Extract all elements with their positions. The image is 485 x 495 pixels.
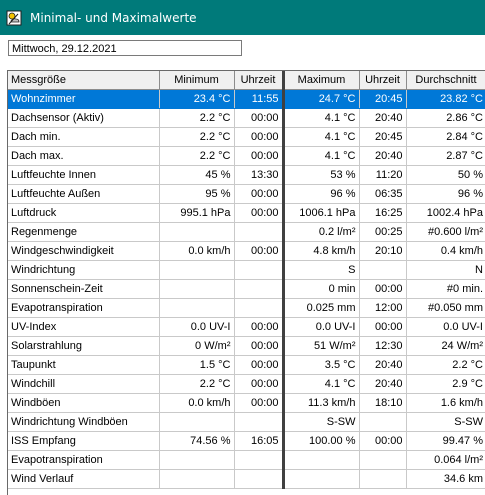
cell-max-time xyxy=(359,451,406,470)
cell-minimum xyxy=(159,299,234,318)
cell-min-time: 00:00 xyxy=(234,147,283,166)
cell-max-time: 20:40 xyxy=(359,147,406,166)
cell-max-time: 11:20 xyxy=(359,166,406,185)
cell-average: 2.87 °C xyxy=(406,147,485,166)
cell-minimum: 0.0 km/h xyxy=(159,394,234,413)
cell-minimum: 2.2 °C xyxy=(159,109,234,128)
cell-min-time: 00:00 xyxy=(234,356,283,375)
table-row[interactable] xyxy=(8,223,485,242)
cell-measure: Windchill xyxy=(8,375,159,394)
cell-average: #0 min. xyxy=(406,280,485,299)
cell-min-time: 00:00 xyxy=(234,185,283,204)
cell-min-time xyxy=(234,413,283,432)
cell-measure: Taupunkt xyxy=(8,356,159,375)
window-title: Minimal- und Maximalwerte xyxy=(30,10,197,25)
cell-average: 2.9 °C xyxy=(406,375,485,394)
table-header-row xyxy=(8,71,485,90)
cell-average: 2.86 °C xyxy=(406,109,485,128)
cell-max-time: 20:10 xyxy=(359,242,406,261)
cell-max-time: 20:45 xyxy=(359,90,406,109)
cell-min-time xyxy=(234,280,283,299)
table-row[interactable] xyxy=(8,451,485,470)
cell-min-time: 11:55 xyxy=(234,90,283,109)
cell-measure: Dachsensor (Aktiv) xyxy=(8,109,159,128)
cell-max-time: 16:25 xyxy=(359,204,406,223)
cell-max-time: 12:30 xyxy=(359,337,406,356)
cell-min-time xyxy=(234,261,283,280)
table-row[interactable] xyxy=(8,166,485,185)
cell-minimum: 45 % xyxy=(159,166,234,185)
cell-maximum: 4.1 °C xyxy=(283,109,359,128)
cell-min-time: 00:00 xyxy=(234,318,283,337)
table-row[interactable] xyxy=(8,413,485,432)
cell-measure: ISS Empfang xyxy=(8,432,159,451)
cell-max-time: 00:25 xyxy=(359,223,406,242)
table-row[interactable] xyxy=(8,299,485,318)
cell-measure: Windrichtung xyxy=(8,261,159,280)
cell-min-time: 00:00 xyxy=(234,242,283,261)
cell-average: 34.6 km xyxy=(406,470,485,489)
min-max-table[interactable] xyxy=(7,70,485,495)
cell-max-time: 12:00 xyxy=(359,299,406,318)
table-row[interactable] xyxy=(8,128,485,147)
cell-minimum: 23.4 °C xyxy=(159,90,234,109)
cell-min-time: 13:30 xyxy=(234,166,283,185)
cell-measure: UV-Index xyxy=(8,318,159,337)
cell-min-time: 00:00 xyxy=(234,204,283,223)
weather-app-icon xyxy=(6,10,22,26)
cell-max-time: 20:40 xyxy=(359,375,406,394)
cell-measure: Dach max. xyxy=(8,147,159,166)
cell-measure: Windrichtung Windböen xyxy=(8,413,159,432)
cell-min-time xyxy=(234,223,283,242)
header-minimum[interactable]: Minimum xyxy=(159,71,234,90)
cell-measure: Sonnenschein-Zeit xyxy=(8,280,159,299)
cell-max-time: 00:00 xyxy=(359,318,406,337)
header-measure[interactable]: Messgröße xyxy=(8,71,159,90)
table-row[interactable] xyxy=(8,318,485,337)
cell-average: S-SW xyxy=(406,413,485,432)
cell-maximum: S-SW xyxy=(283,413,359,432)
cell-average: #0.050 mm xyxy=(406,299,485,318)
cell-average: 96 % xyxy=(406,185,485,204)
header-maximum[interactable]: Maximum xyxy=(283,71,359,90)
cell-maximum: S xyxy=(283,261,359,280)
table-row[interactable] xyxy=(8,261,485,280)
title-bar xyxy=(0,0,485,35)
cell-measure: Windgeschwindigkeit xyxy=(8,242,159,261)
cell-max-time xyxy=(359,470,406,489)
cell-max-time: 18:10 xyxy=(359,394,406,413)
cell-max-time: 20:40 xyxy=(359,356,406,375)
table-row[interactable] xyxy=(8,185,485,204)
cell-average: 1.6 km/h xyxy=(406,394,485,413)
cell-minimum: 995.1 hPa xyxy=(159,204,234,223)
cell-average: 1002.4 hPa xyxy=(406,204,485,223)
cell-measure: Wind Verlauf xyxy=(8,470,159,489)
cell-minimum: 0.0 UV-I xyxy=(159,318,234,337)
cell-minimum: 0 W/m² xyxy=(159,337,234,356)
header-average[interactable]: Durchschnitt xyxy=(406,71,485,90)
date-field[interactable]: Mittwoch, 29.12.2021 xyxy=(8,40,242,56)
cell-maximum: 100.00 % xyxy=(283,432,359,451)
cell-minimum: 95 % xyxy=(159,185,234,204)
cell-maximum xyxy=(283,470,359,489)
cell-max-time xyxy=(359,261,406,280)
cell-maximum: 0 min xyxy=(283,280,359,299)
cell-max-time: 00:00 xyxy=(359,432,406,451)
cell-maximum: 3.5 °C xyxy=(283,356,359,375)
cell-measure: Evapotranspiration xyxy=(8,299,159,318)
table-row[interactable] xyxy=(8,470,485,489)
table-row[interactable] xyxy=(8,204,485,223)
cell-maximum: 51 W/m² xyxy=(283,337,359,356)
cell-max-time: 20:45 xyxy=(359,128,406,147)
cell-minimum xyxy=(159,451,234,470)
cell-average: 0.0 UV-I xyxy=(406,318,485,337)
cell-average: 24 W/m² xyxy=(406,337,485,356)
cell-average: 99.47 % xyxy=(406,432,485,451)
header-min-time[interactable]: Uhrzeit xyxy=(234,71,283,90)
cell-maximum: 1006.1 hPa xyxy=(283,204,359,223)
cell-minimum xyxy=(159,280,234,299)
table-row[interactable] xyxy=(8,280,485,299)
cell-max-time xyxy=(359,413,406,432)
cell-min-time xyxy=(234,299,283,318)
cell-min-time xyxy=(234,470,283,489)
cell-maximum: 0.2 l/m² xyxy=(283,223,359,242)
cell-min-time: 00:00 xyxy=(234,375,283,394)
cell-maximum: 96 % xyxy=(283,185,359,204)
table-row[interactable] xyxy=(8,242,485,261)
cell-maximum: 24.7 °C xyxy=(283,90,359,109)
table-row[interactable] xyxy=(8,356,485,375)
cell-average: 50 % xyxy=(406,166,485,185)
cell-measure: Luftdruck xyxy=(8,204,159,223)
cell-minimum: 2.2 °C xyxy=(159,147,234,166)
cell-measure: Dach min. xyxy=(8,128,159,147)
cell-minimum xyxy=(159,470,234,489)
cell-maximum: 0.0 UV-I xyxy=(283,318,359,337)
table-row[interactable] xyxy=(8,109,485,128)
table-row[interactable] xyxy=(8,147,485,166)
cell-min-time: 16:05 xyxy=(234,432,283,451)
table-row[interactable] xyxy=(8,337,485,356)
table-row[interactable] xyxy=(8,375,485,394)
cell-measure: Luftfeuchte Außen xyxy=(8,185,159,204)
cell-maximum: 11.3 km/h xyxy=(283,394,359,413)
cell-maximum: 4.1 °C xyxy=(283,147,359,166)
cell-max-time: 20:40 xyxy=(359,109,406,128)
cell-average: N xyxy=(406,261,485,280)
cell-max-time: 00:00 xyxy=(359,280,406,299)
cell-minimum: 1.5 °C xyxy=(159,356,234,375)
cell-measure: Wohnzimmer xyxy=(8,90,159,109)
cell-maximum: 4.1 °C xyxy=(283,128,359,147)
cell-maximum: 4.8 km/h xyxy=(283,242,359,261)
cell-max-time: 06:35 xyxy=(359,185,406,204)
cell-min-time: 00:00 xyxy=(234,337,283,356)
cell-measure: Solarstrahlung xyxy=(8,337,159,356)
cell-minimum xyxy=(159,413,234,432)
header-max-time[interactable]: Uhrzeit xyxy=(359,71,406,90)
cell-measure: Windböen xyxy=(8,394,159,413)
table-row[interactable] xyxy=(8,90,485,109)
table-row[interactable] xyxy=(8,432,485,451)
cell-min-time: 00:00 xyxy=(234,128,283,147)
cell-minimum: 2.2 °C xyxy=(159,128,234,147)
cell-min-time: 00:00 xyxy=(234,109,283,128)
cell-min-time xyxy=(234,451,283,470)
cell-average: 2.2 °C xyxy=(406,356,485,375)
cell-average: 0.4 km/h xyxy=(406,242,485,261)
cell-min-time: 00:00 xyxy=(234,394,283,413)
cell-maximum: 4.1 °C xyxy=(283,375,359,394)
cell-average: #0.600 l/m² xyxy=(406,223,485,242)
table-row[interactable] xyxy=(8,394,485,413)
cell-minimum: 74.56 % xyxy=(159,432,234,451)
cell-minimum xyxy=(159,223,234,242)
cell-maximum: 53 % xyxy=(283,166,359,185)
cell-average: 2.84 °C xyxy=(406,128,485,147)
cell-maximum xyxy=(283,451,359,470)
cell-maximum: 0.025 mm xyxy=(283,299,359,318)
cell-minimum: 2.2 °C xyxy=(159,375,234,394)
cell-minimum: 0.0 km/h xyxy=(159,242,234,261)
cell-minimum xyxy=(159,261,234,280)
cell-measure: Regenmenge xyxy=(8,223,159,242)
cell-measure: Luftfeuchte Innen xyxy=(8,166,159,185)
cell-average: 23.82 °C xyxy=(406,90,485,109)
cell-measure: Evapotranspiration xyxy=(8,451,159,470)
cell-average: 0.064 l/m² xyxy=(406,451,485,470)
